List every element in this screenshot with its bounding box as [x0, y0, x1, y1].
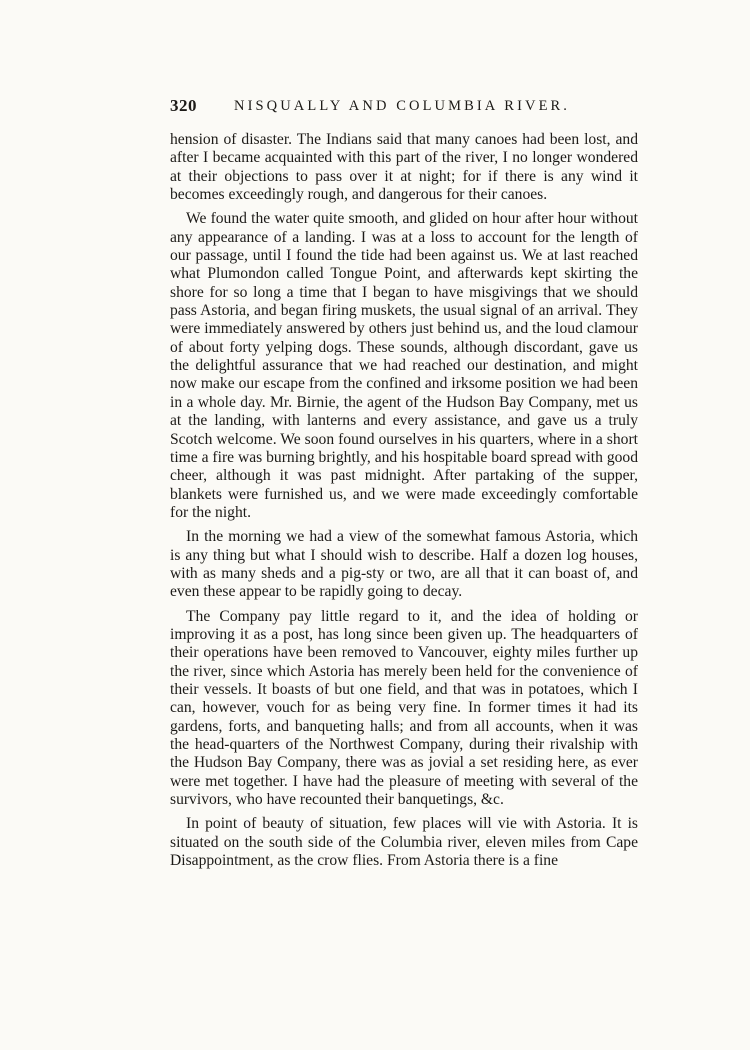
paragraph-2: We found the water quite smooth, and glided on hour after hour without any appearance of a landing. I was at a loss to account for the length of our passage, until I found the tide had been against us. We at last reached what Plumondon called Tongue Point, and afterwards kept skirting the shore for so long a time that I began to have misgivings that we should pass Astoria, and began firing muskets, the usual signal of an arrival. They were immediately answered by others just behind us, and the loud clamour of about forty yelping dogs. These sounds, although discordant, gave us the delightful assurance that we had reached our destination, and might now make our escape from the confined and irksome position we had been in a whole day. Mr. Birnie, the agent of the Hudson Bay Company, met us at the landing, with lanterns and every assistance, and gave us a truly Scotch welcome. We soon found ourselves in his quarters, where in a short time a fire was burning brightly, and his hospitable board spread with good cheer, although it was past midnight. After partaking of the supper, blankets were furnished us, and we were made exceedingly comfortable for the night. [170, 210, 639, 521]
paragraph-5: In point of beauty of situation, few places will vie with Astoria. It is situated on the south side of the Columbia river, eleven miles from Cape Disappointment, as the crow flies. From Astoria there is a fine [170, 815, 638, 870]
body-text [170, 131, 638, 876]
paragraph-4: The Company pay little regard to it, and the idea of holding or improving it as a post, has long since been given up. The headquarters of their operations have been removed to Vancouver, eighty miles further up the river, since which Astoria has merely been held for the convenience of their vessels. It boasts of but one field, and that was in potatoes, which I can, however, vouch for as being very fine. In former times it had its gardens, forts, and banqueting halls; and from all accounts, when it was the head-quarters of the Northwest Company, during their rivalship with the Hudson Bay Company, there was as jovial a set residing here, as ever were met together. I have had the pleasure of meeting with several of the survivors, who have recounted their banquetings, &c. [170, 607, 638, 809]
paragraph-1: hension of disaster. The Indians said that many canoes had been lost, and after I became acquainted with this part of the river, I no longer wondered at their objections to pass over it at night; for if there is any wind it becomes exceedingly rough, and dangerous for their canoes. [170, 131, 638, 204]
page-header [170, 96, 640, 122]
page-number: 320 [170, 96, 197, 115]
running-head: NISQUALLY AND COLUMBIA RIVER. [234, 98, 571, 114]
paragraph-3: In the morning we had a view of the somewhat famous Astoria, which is any thing but what I should wish to describe. Half a dozen log houses, with as many sheds and a pig-sty or two, are all that it can boast of, and even these appear to be rapidly going to decay. [170, 528, 638, 601]
